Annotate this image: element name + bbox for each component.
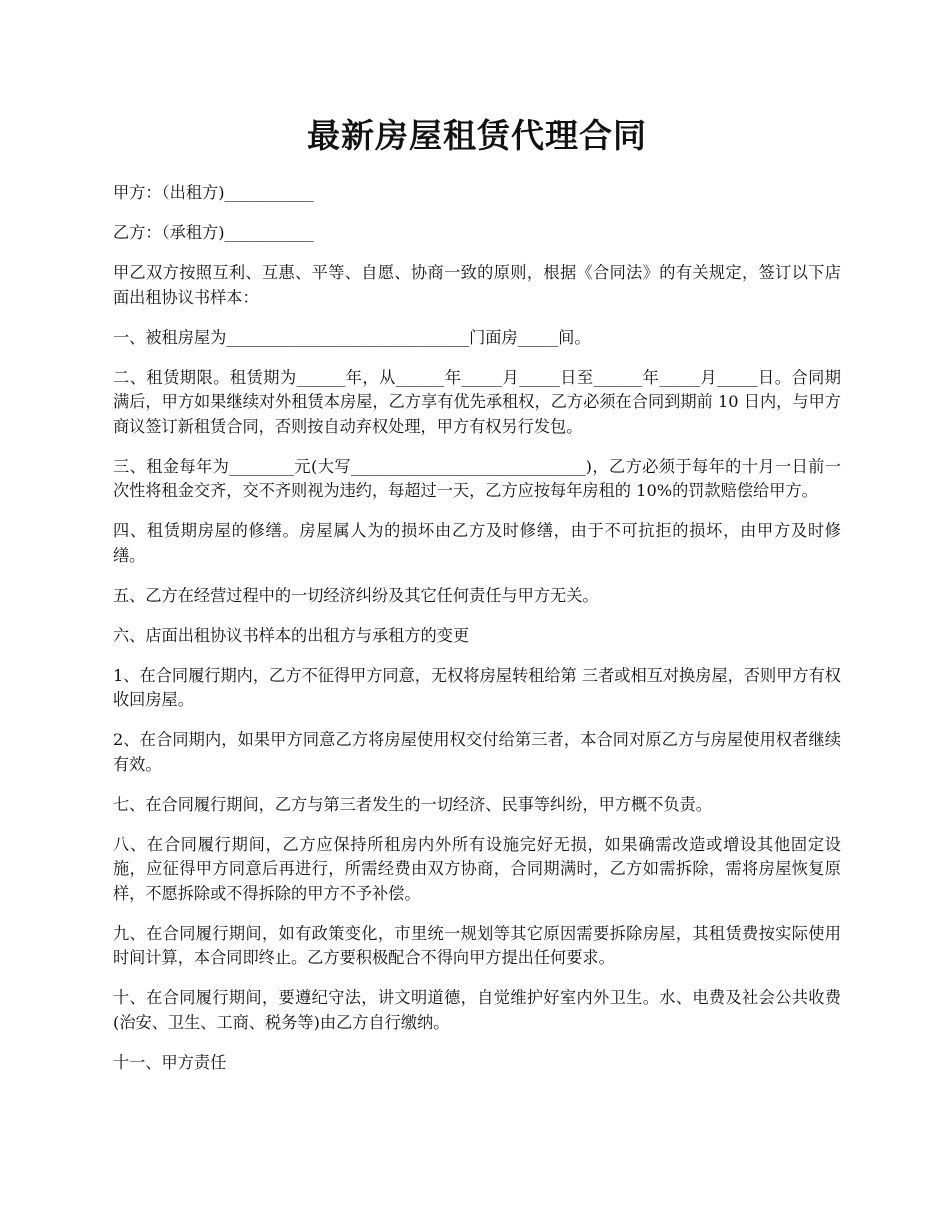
document-title: 最新房屋租赁代理合同 bbox=[307, 116, 647, 155]
clause-6-item-2: 2、在合同期内，如果甲方同意乙方将房屋使用权交付给第三者，本合同对原乙方与房屋使用权者继续有效。 bbox=[113, 730, 841, 774]
clause-7: 七、在合同履行期间，乙方与第三者发生的一切经济、民事等纠纷，甲方概不负责。 bbox=[113, 794, 712, 814]
clause-1: 一、被租房屋为______________________________门面房_____间。 bbox=[113, 327, 591, 347]
party-a-line: 甲方：（出租方)___________ bbox=[113, 183, 314, 202]
clause-10: 十、在合同履行期间，要遵纪守法，讲文明道德，自觉维护好室内外卫生。水、电费及社会公共收费(治安、卫生、工商、税务等)由乙方自行缴纳。 bbox=[113, 988, 841, 1032]
clause-6-item-1: 1、在合同履行期内，乙方不征得甲方同意，无权将房屋转租给第 三者或相互对换房屋，否则甲方有权收回房屋。 bbox=[113, 665, 841, 709]
document-body bbox=[113, 181, 841, 1091]
clause-4: 四、租赁期房屋的修缮。房屋属人为的损坏由乙方及时修缮，由于不可抗拒的损坏，由甲方及时修缮。 bbox=[113, 521, 841, 565]
clause-8: 八、在合同履行期间，乙方应保持所租房内外所有设施完好无损，如果确需改造或增设其他固定设施，应征得甲方同意后再进行，所需经费由双方协商，合同期满时，乙方如需拆除，需将房屋恢复原样，不愿拆除或不得拆除的甲方不予补偿。 bbox=[113, 834, 841, 903]
clause-9: 九、在合同履行期间，如有政策变化，市里统一规划等其它原因需要拆除房屋，其租赁费按实际使用时间计算，本合同即终止。乙方要积极配合不得向甲方提出任何要求。 bbox=[113, 923, 841, 967]
preamble-paragraph: 甲乙双方按照互利、互惠、平等、自愿、协商一致的原则，根据《合同法》的有关规定，签订以下店面出租协议书样本： bbox=[113, 263, 841, 307]
clause-3: 三、租金每年为________元(大写_____________________________)，乙方必须于每年的十月一日前一次性将租金交齐，交不齐则视为违约，每超过一天，乙方应按每年房租的 10%的罚款赔偿给甲方。 bbox=[113, 456, 841, 500]
clause-2: 二、租赁期限。租赁期为______年，从______年_____月_____日至______年_____月_____日。合同期满后，甲方如果继续对外租赁本房屋，乙方享有优先承租权，乙方必须在合同到期前 10 日内，与甲方商议签订新租赁合同，否则按自动弃权处理，甲方有权另行发包。 bbox=[113, 367, 841, 436]
party-b-line: 乙方：（承租方)___________ bbox=[113, 223, 314, 242]
clause-6: 六、店面出租协议书样本的出租方与承租方的变更 bbox=[113, 625, 470, 645]
clause-11-heading: 十一、甲方责任 bbox=[113, 1052, 227, 1072]
clause-5: 五、乙方在经营过程中的一切经济纠纷及其它任何责任与甲方无关。 bbox=[113, 585, 599, 605]
